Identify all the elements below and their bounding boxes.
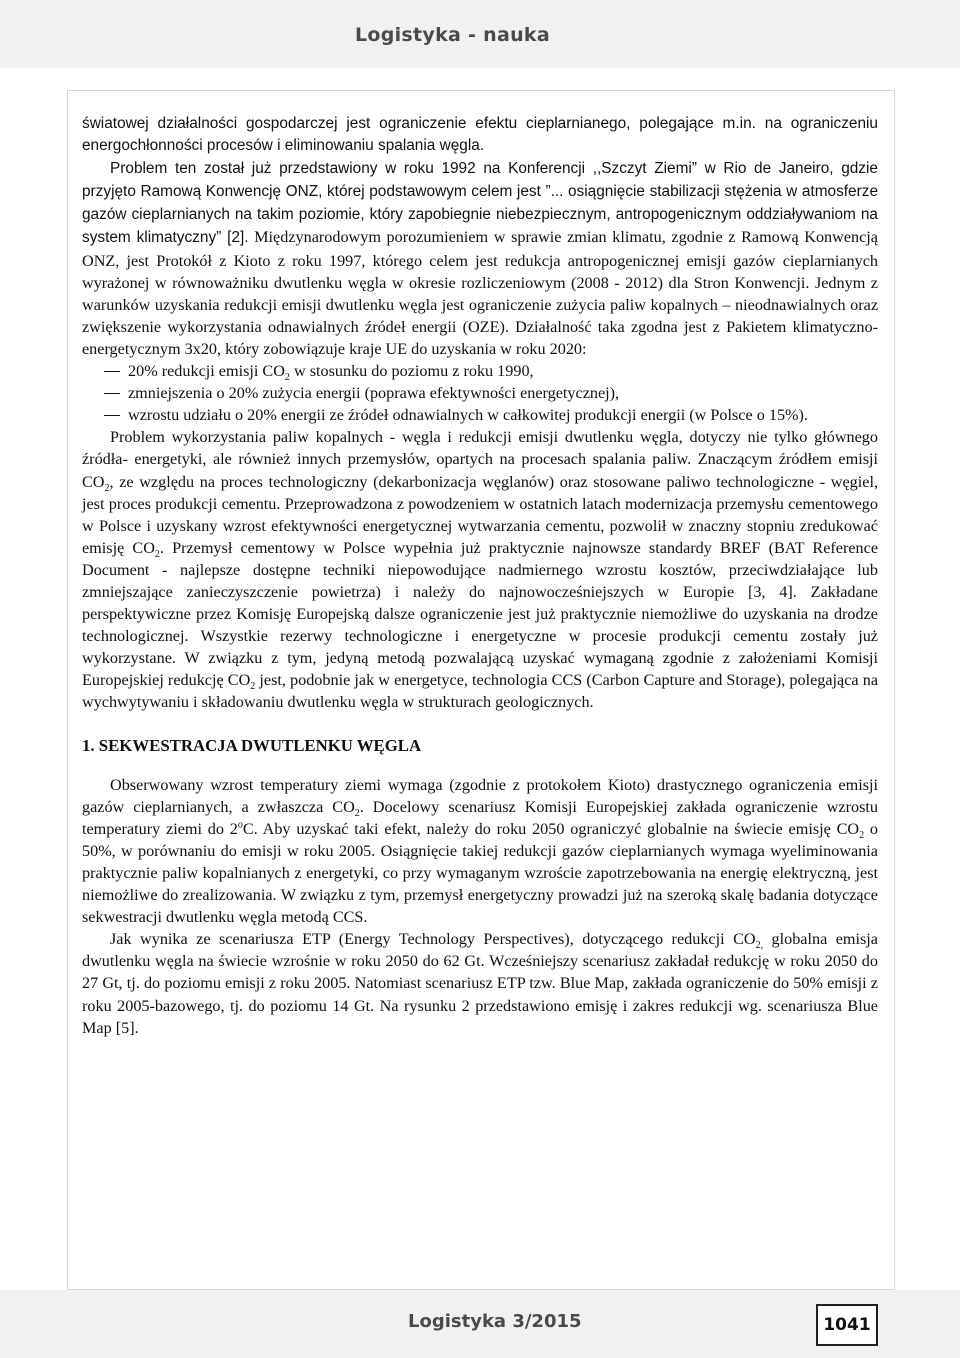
paragraph-kyoto	[82, 157, 878, 360]
list-item: wzrostu udziału o 20% energii ze źródeł odnawialnych w całkowitej produkcji energii (w Polsce o 15%).	[82, 404, 878, 426]
paragraph-temperature: Obserwowany wzrost temperatury ziemi wymaga (zgodnie z protokołem Kioto) drastycznego ograniczenia emisji gazów cieplarnianych, a zwłaszcza $CO_2$. Docelowy scenariusz Komisji Europejskiej zakłada ograniczenie wzrostu temperatury ziemi do 2$^o$C. Aby uzyskać taki efekt, należy do roku 2050 ograniczyć globalnie na świecie emisję $CO_2$ o 50%, w porównaniu do emisji w roku 2005. Osiągnięcie takiej redukcji gazów cieplarnianych wymaga wyeliminowania praktycznie paliw kopalnianych z energetyki, co przy wymaganym wzroście zapotrzebowania na energię elektryczną, jest niemożliwe do zrealizowania. W związku z tym, przemysł energetyczny prowadzi już na szeroką skalę badania dotyczące sekwestracji dwutlenku węgla metodą CCS.	[82, 775, 879, 927]
page-header	[0, 0, 960, 68]
page-footer	[0, 1290, 960, 1358]
list-item: zmniejszenia o 20% zużycia energii (poprawa efektywności energetycznej),	[82, 382, 878, 404]
paragraph-cement: Problem wykorzystania paliw kopalnych - węgla i redukcji emisji dwutlenku węgla, dotyczy nie tylko głównego źródła- energetyki, ale również innych przemysłów, opartych na procesach spalania paliw. Znaczącym źródłem emisji $CO_2$, ze względu na proces technologiczny (dekarbonizacja węglanów) oraz stosowane paliwo technologiczne - węgiel, jest proces produkcji cementu. Przeprowadzona z powodzeniem w ostatnich latach modernizacja przemysłu cementowego w Polsce i uzyskany wzrost efektywności energetycznej wytwarzania cementu, pozwolił w znaczny stopniu zredukować emisję $CO_2$. Przemysł cementowy w Polsce wypełnia już praktycznie najnowsze standardy BREF (BAT Reference Document - najlepsze dostępne techniki niepowodujące nadmiernego wzrostu kosztów, przeciwdziałające lub zmniejszające zanieczyszczenie powietrza) i należy do najnowocześniejszych w Europie [3, 4]. Zakładane perspektywiczne przez Komisję Europejską dalsze ograniczenie jest już praktycznie niemożliwe do uzyskania na drodze technologicznej. Wszystkie rezerwy technologiczne i energetyczne w procesie produkcji cementu zostały już wykorzystane. W związku z tym, jedyną metodą pozwalającą uzyskać wymaganą zgodnie z założeniami Komisji Europejskiej redukcję $CO_2$ jest, podobnie jak w energetyce, technologia CCS (Carbon Capture and Storage), polegająca na wychwytywaniu i składowaniu dwutlenku węgla w strukturach geologicznych.	[82, 428, 879, 712]
paragraph-etp: Jak wynika ze scenariusza ETP (Energy Technology Perspectives), dotyczącego redukcji $CO_{2,}$ globalna emisja dwutlenku węgla na świecie wzrośnie w roku 2050 do 62 Gt. Wcześniejszy scenariusz zakładał redukcję w roku 2050 do 27 Gt, tj. do poziomu emisji z roku 2005. Natomiast scenariusz ETP tzw. Blue Map, zakłada ograniczenie do 50% emisji z roku 2005-bazowego, tj. do poziomu 14 Gt. Na rysunku 2 przedstawiono emisję i zakres redukcji wg. scenariusza Blue Map [5].	[82, 930, 878, 1037]
list-item: 20% redukcji emisji $CO_2$ w stosunku do poziomu z roku 1990,	[82, 360, 878, 382]
article-body	[82, 113, 878, 1039]
kyoto-text: Międzynarodowym porozumieniem w sprawie zmian klimatu, zgodnie z Ramową Konwencją ONZ, jest Protokół z Kioto z roku 1997, którego celem jest redukcja antropogenicznej emisji gazów cieplarnianych wyrażonej w równoważniku dwutlenku węgla w okresie rozliczeniowym (2008 - 2012) dla Stron Konwencji. Jednym z warunków uzyskania redukcji emisji dwutlenku węgla jest ograniczenie zużycia paliw kopalnych – nieodnawialnych oraz zwiększenie wykorzystania odnawialnych źródeł energii (OZE). Działalność taka zgodna jest z Pakietem klimatyczno-energetycznym 3x20, który zobowiązuje kraje UE do uzyskania w roku 2020:	[82, 228, 878, 358]
rio-quote-text: Problem ten został już przedstawiony w roku 1992 na Konferencji ,,Szczyt Ziemi” w Rio de Janeiro, gdzie przyjęto Ramową Konwencję ONZ, której podstawowym celem jest ”... osiągnięcie stabilizacji stężenia w atmosferze gazów cieplarnianych na takim poziomie, który zapobiegnie niebezpiecznym, antropogenicznym oddziaływaniom na system klimatyczny” [2].	[82, 160, 878, 247]
target-list	[82, 360, 878, 426]
intro-paragraph: światowej działalności gospodarczej jest ograniczenie efektu cieplarnianego, polegające m.in. na ograniczeniu energochłonności procesów i eliminowaniu spalania węgla.	[82, 115, 878, 155]
journal-section-title: Logistyka - nauka	[354, 24, 550, 46]
page-number-box: 1041	[816, 1304, 878, 1346]
journal-issue: Logistyka 3/2015	[408, 1311, 582, 1332]
section-heading: 1. SEKWESTRACJA DWUTLENKU WĘGLA	[82, 735, 422, 755]
